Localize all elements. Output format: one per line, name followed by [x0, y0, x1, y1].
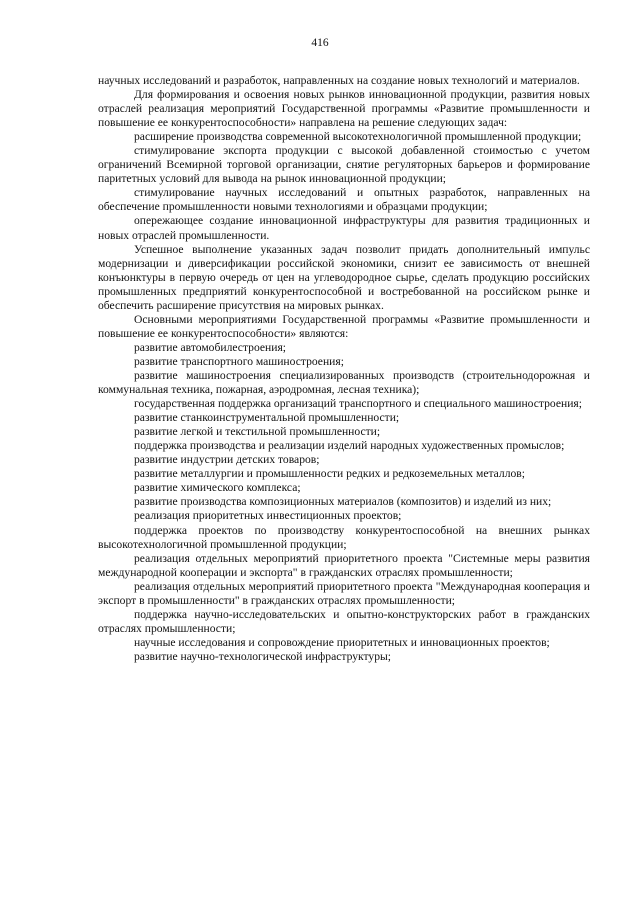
list-item: опережающее создание инновационной инфраструктуры для развития традиционных и новых отраслей промышленности. — [98, 214, 590, 242]
list-item: расширение производства современной высокотехнологичной промышленной продукции; — [134, 130, 582, 144]
page-number: 416 — [311, 37, 329, 49]
list-item: поддержка научно-исследовательских и опытно-конструкторских работ в гражданских отраслях промышленности; — [98, 607, 590, 635]
list-item: развитие научно-технологической инфраструктуры; — [134, 649, 392, 663]
list-item: государственная поддержка организаций транспортного и специального машиностроения; — [134, 397, 582, 411]
list-item: стимулирование научных исследований и опытных разработок, направленных на обеспечение промышленности новыми технологиями и образцами продукции; — [98, 186, 590, 214]
list-item: развитие химического комплекса; — [134, 481, 301, 495]
list-item: развитие металлургии и промышленности редких и редкоземельных металлов; — [134, 467, 525, 481]
list-item: реализация отдельных мероприятий приоритетного проекта "Международная кооперация и экспорт в промышленности" в гражданских отраслях промышленности; — [98, 579, 590, 607]
paragraph: научных исследований и разработок, направленных на создание новых технологий и материалов. — [98, 74, 580, 87]
list-item: реализация приоритетных инвестиционных проектов; — [134, 509, 402, 523]
list-item: развитие станкоинструментальной промышленности; — [134, 411, 400, 425]
document-body — [98, 74, 590, 664]
list-item: реализация отдельных мероприятий приоритетного проекта "Системные меры развития международной кооперации и экспорта" в гражданских отраслях промышленности; — [98, 551, 590, 579]
list-item: поддержка производства и реализации изделий народных художественных промыслов; — [134, 439, 565, 453]
list-item: научные исследования и сопровождение приоритетных и инновационных проектов; — [134, 635, 550, 649]
list-item: развитие машиностроения специализированных производств (строительнодорожная и коммунальная техника, пожарная, аэродромная, лесная техника); — [98, 368, 590, 397]
list-item: развитие легкой и текстильной промышленности; — [134, 425, 381, 439]
paragraph: Успешное выполнение указанных задач позволит придать дополнительный импульс модернизации и диверсификации российской экономики, снизит ее зависимость от внешней конъюнктуры в первую очередь от цен на углеводородное сырье, сделать продукцию российских промышленных предприятий конкурентоспособной и востребованной на российском рынке и обеспечить расширение присутствия на мировых рынках. — [98, 242, 590, 312]
list-item: развитие производства композиционных материалов (композитов) и изделий из них; — [134, 495, 552, 509]
list-item: развитие индустрии детских товаров; — [134, 453, 320, 467]
list-item: поддержка проектов по производству конкурентоспособной на внешних рынках высокотехнологичной промышленной продукции; — [98, 523, 590, 551]
paragraph: Основными мероприятиями Государственной программы «Развитие промышленности и повышение ее конкурентоспособности» являются: — [98, 312, 590, 340]
list-item: развитие автомобилестроения; — [134, 340, 286, 354]
paragraph: Для формирования и освоения новых рынков инновационной продукции, развития новых отраслей реализация мероприятий Государственной программы «Развитие промышленности и повышение ее конкурентоспособности» направлена на решение следующих задач: — [98, 88, 590, 130]
list-item: развитие транспортного машиностроения; — [134, 354, 344, 368]
list-item: стимулирование экспорта продукции с высокой добавленной стоимостью с учетом ограничений Всемирной торговой организации, снятие регуляторных барьеров и формирование паритетных условий для вывода на рынок инновационной продукции; — [98, 144, 590, 186]
